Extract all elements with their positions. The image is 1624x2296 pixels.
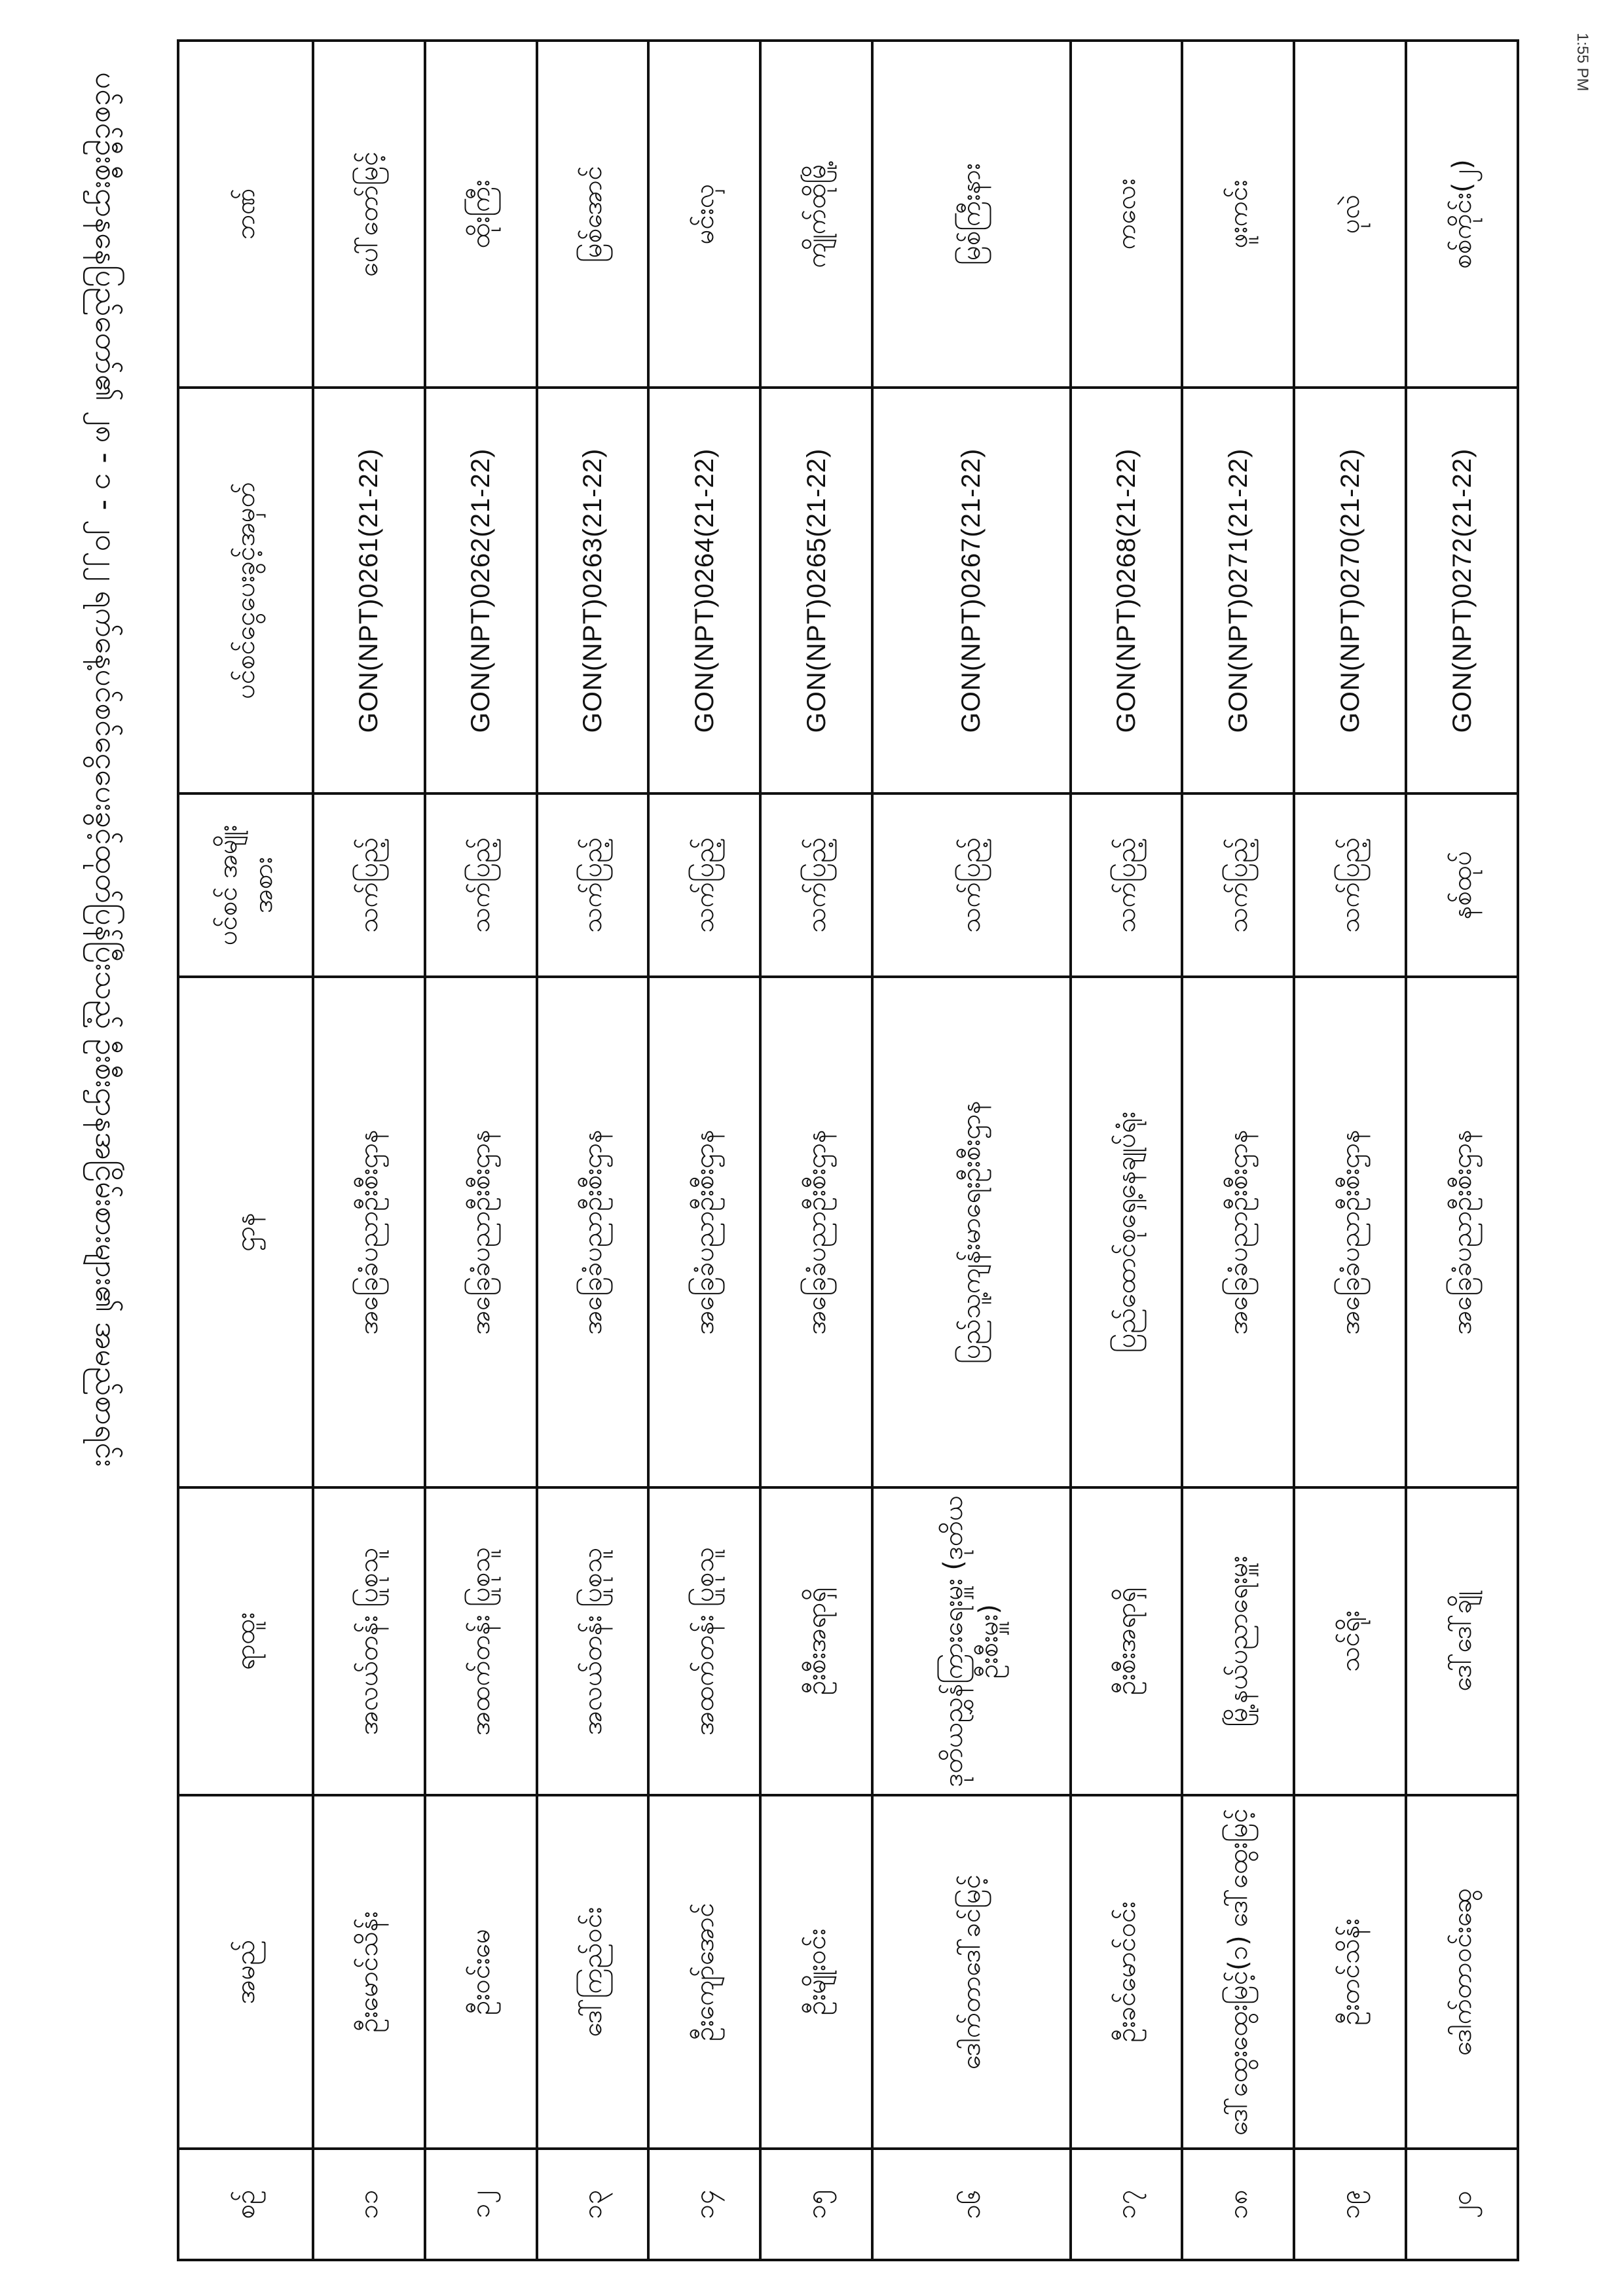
cell-position-text: ဒေါ်ဒေါ်ချို <box>1447 1591 1477 1692</box>
cell-bank <box>313 41 425 388</box>
cell-no-text: ၁၃ <box>578 2189 608 2219</box>
cell-position-text: အထက်တန်း ပြုစုသူ <box>466 1547 496 1736</box>
cell-position-text: သင်ရိုး <box>1335 1611 1365 1672</box>
cell-bank-text: ကလေး <box>1111 178 1142 250</box>
header-position: ရာထူး <box>178 1487 313 1795</box>
cell-license-no <box>537 388 649 793</box>
header-license-no: ပင်စင်ငွေပေးခွင့်အမှတ် <box>178 388 313 793</box>
cell-bank-text: ပုလဲ <box>1335 194 1365 234</box>
header-department: ဌာန <box>178 977 313 1487</box>
cell-department-text: အခြေခံပညာဦးစီးဌာန <box>354 1129 384 1335</box>
cell-license-no <box>1406 388 1518 793</box>
cell-department <box>313 977 425 1487</box>
cell-no-text: ၁၇ <box>1111 2189 1142 2219</box>
cell-position-text: ဦးစီးအရာရှိ <box>801 1587 832 1696</box>
cell-pension-type-text: သက်ပြည့် <box>466 837 496 934</box>
cell-department <box>537 977 649 1487</box>
cell-no <box>1182 2149 1294 2260</box>
cell-pension-type-text: သက်ပြည့် <box>689 837 720 934</box>
cell-no <box>648 2149 760 2260</box>
cell-position <box>313 1487 425 1795</box>
cell-license-no-text: GON(NPT)0263(21-22) <box>578 448 608 733</box>
cell-license-no <box>1294 388 1406 793</box>
cell-bank-text: စစ်ကိုင်း(၂) <box>1447 159 1477 269</box>
cell-name-text: ဒေါ်ကြည်ဝင်း <box>578 1906 608 2037</box>
table-row <box>760 41 872 2260</box>
cell-department-text: အခြေခံပညာဦးစီးဌာန <box>1223 1129 1253 1335</box>
cell-no <box>537 2149 649 2260</box>
cell-pension-type <box>425 793 537 977</box>
cell-pension-type <box>537 793 649 977</box>
cell-bank <box>1182 41 1294 388</box>
cell-bank <box>1294 41 1406 388</box>
cell-no <box>1294 2149 1406 2260</box>
cell-no-text: ၂၀ <box>1447 2190 1477 2219</box>
cell-pension-type <box>1406 793 1518 977</box>
cell-bank <box>425 41 537 388</box>
cell-bank-text: ပေါ်တော်မြင့် <box>354 151 384 277</box>
cell-position-text: အလယ်တန်း ပြုစုသူ <box>578 1547 608 1736</box>
cell-bank <box>1071 41 1183 388</box>
cell-pension-type-text: နစ်ထုပ် <box>1447 850 1477 920</box>
cell-name-text: ဦးမျိုးဝင်း <box>801 1928 832 2016</box>
cell-bank-text: ကျိုက်ထိုမြို့ <box>801 160 832 268</box>
cell-department-text: အခြေခံပညာဦးစီးဌာန <box>466 1129 496 1335</box>
cell-position-text: မြို့နယ်ပညာရေးမှူး <box>1223 1556 1253 1727</box>
cell-name-text: ဦးကျော်အောင် <box>689 1903 720 2041</box>
cell-name <box>1182 1795 1294 2149</box>
cell-name <box>760 1795 872 2149</box>
cell-position <box>425 1487 537 1795</box>
cell-pension-type <box>1071 793 1183 977</box>
cell-license-no <box>313 388 425 793</box>
table-header-row <box>178 41 313 2260</box>
cell-name-text: ဦးခင်မောင်ဝင်း <box>1111 1901 1142 2043</box>
cell-name <box>537 1795 649 2149</box>
cell-no-text: ၁၄ <box>689 2189 720 2219</box>
cell-no <box>760 2149 872 2260</box>
cell-department <box>1406 977 1518 1487</box>
cell-bank-text: ဖူးကင်း <box>1223 179 1253 249</box>
table-row <box>872 41 1071 2260</box>
cell-department <box>872 977 1071 1487</box>
pension-records-table <box>177 39 1519 2261</box>
cell-name-text: ဒေါ်ထွေးထွေးမြင့်(၁) ဒေါ်ထွေးမြင့် <box>1223 1808 1253 2136</box>
cell-pension-type <box>648 793 760 977</box>
cell-bank <box>872 41 1071 388</box>
cell-bank-text: မြစ်အောင် <box>578 166 608 263</box>
cell-position <box>1406 1487 1518 1795</box>
cell-position <box>648 1487 760 1795</box>
table-row <box>1182 41 1294 2260</box>
cell-license-no-text: GON(NPT)0262(21-22) <box>466 448 496 733</box>
cell-department-text: ပြည်သူ့ကျန်းမာရေးဦးစီးဌာန <box>956 1101 987 1364</box>
cell-position <box>1071 1487 1183 1795</box>
timestamp-text: 1:55 PM <box>1574 33 1591 92</box>
table-row <box>1071 41 1183 2260</box>
cell-name <box>1406 1795 1518 2149</box>
cell-pension-type-text: သက်ပြည့် <box>1111 837 1142 934</box>
page-title: ပင်စင်ဦးစီးဌာနနေပြည်တော်၏ ၂၈ - ၁ - ၂၀၂၂ ရက်နေ့ပင်စင်ငွေပေးခွင့်ထုတ်ပြန်ပြီးသည့် ဦးစီးဌာနအငြိမ်းစားများ၏ အမည်စာရင်း <box>89 72 124 1467</box>
cell-position <box>1294 1487 1406 1795</box>
cell-license-no-text: GON(NPT)0265(21-22) <box>802 448 831 733</box>
cell-department <box>648 977 760 1487</box>
cell-no-text: ၁၅ <box>801 2189 832 2219</box>
cell-name <box>1294 1795 1406 2149</box>
table-row <box>1406 41 1518 2260</box>
cell-no <box>1406 2149 1518 2260</box>
cell-pension-type <box>872 793 1071 977</box>
cell-license-no-text: GON(NPT)0272(21-22) <box>1447 448 1477 733</box>
cell-department <box>1294 977 1406 1487</box>
cell-name-text: ဦးမောင်သိန်း <box>354 1911 384 2033</box>
cell-license-no <box>1182 388 1294 793</box>
cell-position-text: အထက်တန်း ပြုစုသူ <box>689 1547 720 1736</box>
cell-no <box>872 2149 1071 2260</box>
cell-department <box>425 977 537 1487</box>
cell-pension-type-text: သက်ပြည့် <box>801 837 832 934</box>
cell-department-text: ပြည်ထောင်စုရှေ့နေချုပ်ရုံး <box>1111 1111 1142 1353</box>
cell-license-no-text: GON(NPT)0270(21-22) <box>1335 448 1365 733</box>
cell-bank <box>648 41 760 388</box>
cell-bank <box>760 41 872 388</box>
cell-position-text: ဒုတိယညွှန်ကြားရေးမှူး (ဒုတိယဦးစီးမှူး) <box>938 1495 1005 1787</box>
cell-license-no-text: GON(NPT)0261(21-22) <box>354 448 384 733</box>
cell-name-text: ဒေါက်တာဝင်းဆွေ <box>1447 1887 1477 2056</box>
cell-department-text: အခြေခံပညာဦးစီးဌာန <box>578 1129 608 1335</box>
header-name: အမည် <box>178 1795 313 2149</box>
cell-position-text: အလယ်တန်း ပြုစုသူ <box>354 1547 384 1736</box>
cell-license-no <box>760 388 872 793</box>
table-body <box>313 41 1518 2260</box>
cell-name <box>425 1795 537 2149</box>
cell-name <box>872 1795 1071 2149</box>
scan-timestamp <box>1565 26 1604 157</box>
cell-no-text: ၁၉ <box>1335 2189 1365 2219</box>
cell-no <box>1071 2149 1183 2260</box>
cell-name-text: ဒေါက်တာဒေါ်ခင်မြင့် <box>956 1874 987 2069</box>
cell-pension-type-text: သက်ပြည့် <box>1335 837 1365 934</box>
cell-pension-type-text: သက်ပြည့် <box>578 837 608 934</box>
cell-license-no-text: GON(NPT)0264(21-22) <box>690 448 719 733</box>
cell-pension-type <box>1182 793 1294 977</box>
cell-name-text: ဦးဝင်းမေ <box>466 1929 496 2015</box>
cell-department-text: အခြေခံပညာဦးစီးဌာန <box>801 1129 832 1335</box>
cell-pension-type <box>1294 793 1406 977</box>
cell-bank-text: မြစ်ကြီးနား <box>956 163 987 265</box>
cell-license-no <box>648 388 760 793</box>
cell-no <box>313 2149 425 2260</box>
cell-license-no-text: GON(NPT)0267(21-22) <box>957 448 986 733</box>
cell-license-no-text: GON(NPT)0271(21-22) <box>1223 448 1253 733</box>
cell-department-text: အခြေခံပညာဦးစီးဌာန <box>689 1129 720 1335</box>
cell-bank-text: ထိုးကြီး <box>466 179 496 249</box>
header-no: စဉ် <box>178 2149 313 2260</box>
cell-no-text: ၁၂ <box>466 2190 496 2219</box>
cell-pension-type <box>760 793 872 977</box>
cell-position <box>760 1487 872 1795</box>
cell-position-text: ဦးစီးအရာရှိ <box>1111 1587 1142 1696</box>
cell-department <box>1182 977 1294 1487</box>
header-bank: ဘဏ် <box>178 41 313 388</box>
cell-position <box>1182 1487 1294 1795</box>
cell-department <box>1071 977 1183 1487</box>
cell-pension-type <box>313 793 425 977</box>
cell-no-text: ၁၈ <box>1223 2189 1253 2219</box>
cell-license-no <box>872 388 1071 793</box>
cell-name <box>1071 1795 1183 2149</box>
cell-no <box>425 2149 537 2260</box>
cell-bank <box>1406 41 1518 388</box>
table-row <box>313 41 425 2260</box>
cell-pension-type-text: သက်ပြည့် <box>1223 837 1253 934</box>
table-row <box>648 41 760 2260</box>
cell-name <box>313 1795 425 2149</box>
header-pension-type: ပင်စင် အမျိုးအစား <box>178 793 313 977</box>
cell-department-text: အခြေခံပညာဦးစီးဌာန <box>1335 1129 1365 1335</box>
cell-license-no <box>1071 388 1183 793</box>
cell-department <box>760 977 872 1487</box>
cell-pension-type-text: သက်ပြည့် <box>956 837 987 934</box>
cell-position <box>537 1487 649 1795</box>
cell-license-no-text: GON(NPT)0268(21-22) <box>1112 448 1141 733</box>
cell-pension-type-text: သက်ပြည့် <box>354 837 384 934</box>
cell-bank-text: မင်းလှ <box>689 183 720 245</box>
cell-position <box>872 1487 1071 1795</box>
cell-name <box>648 1795 760 2149</box>
cell-license-no <box>425 388 537 793</box>
cell-no-text: ၁၆ <box>956 2189 987 2219</box>
table-row <box>1294 41 1406 2260</box>
cell-no-text: ၁၁ <box>354 2189 384 2219</box>
table-row <box>425 41 537 2260</box>
cell-bank <box>537 41 649 388</box>
cell-department-text: အခြေခံပညာဦးစီးဌာန <box>1447 1129 1477 1335</box>
cell-name-text: ဦးတင်သိန်း <box>1335 1918 1365 2026</box>
table-row <box>537 41 649 2260</box>
